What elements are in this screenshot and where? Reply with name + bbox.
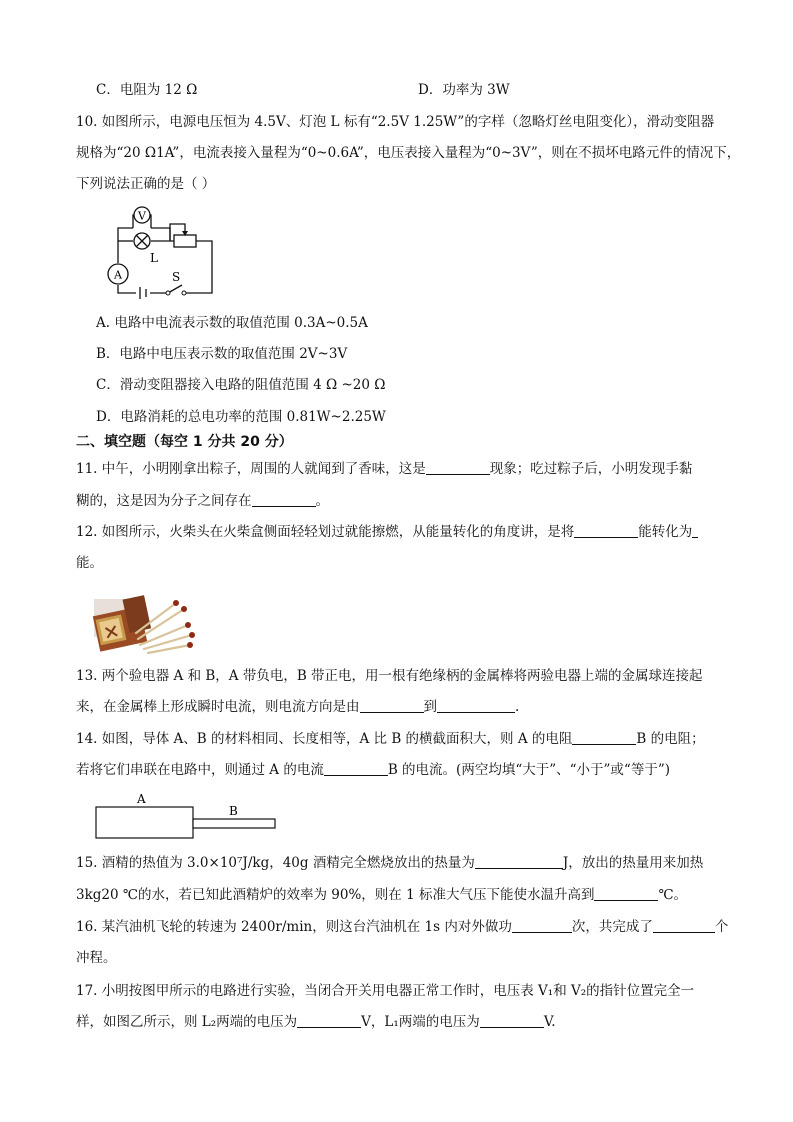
q10-option-a: A. 电路中电流表示数的取值范围 0.3A~0.5A xyxy=(96,315,368,331)
q11-blank-2[interactable] xyxy=(252,492,316,507)
q13-blank-2[interactable] xyxy=(437,698,515,713)
q16-blank-2[interactable] xyxy=(653,918,715,933)
conductor-diagram xyxy=(90,790,285,845)
q13-line2: 来，在金属棒上形成瞬时电流，则电流方向是由 到 . xyxy=(76,699,520,715)
q13-blank-1[interactable] xyxy=(360,698,424,713)
q10-option-c: C．滑动变阻器接入电路的阻值范围 4 Ω ~20 Ω xyxy=(96,377,386,393)
q17-blank-2[interactable] xyxy=(480,1013,544,1028)
q11-line2: 糊的，这是因为分子之间存在 。 xyxy=(76,493,329,509)
q13-line1: 13. 两个验电器 A 和 B，A 带负电，B 带正电，用一根有绝缘柄的金属棒将两验电器上端的金属球连接起 xyxy=(76,668,703,684)
q14-blank-1[interactable] xyxy=(572,730,636,745)
q17-blank-1[interactable] xyxy=(297,1013,361,1028)
q10-option-d: D．电路消耗的总电功率的范围 0.81W~2.25W xyxy=(96,409,386,425)
q16-blank-1[interactable] xyxy=(512,918,572,933)
q16-line2: 冲程。 xyxy=(76,950,117,966)
option-c-prev: C．电阻为 12 Ω xyxy=(96,82,198,98)
q15-line2: 3kg20 ℃的水，若已知此酒精炉的效率为 90%，则在 1 标准大气压下能使水温升高到 ℃。 xyxy=(76,887,688,903)
voltmeter-label: V xyxy=(138,209,146,223)
q12-blank-1[interactable] xyxy=(574,523,638,538)
q14-line1: 14. 如图，导体 A、B 的材料相同、长度相等，A 比 B 的横截面积大，则 A 的电阻 B 的电阻； xyxy=(76,731,705,747)
q12-blank-2[interactable] xyxy=(692,523,698,538)
switch-label: S xyxy=(172,270,181,284)
q10-line2: 规格为“20 Ω1A”，电流表接入量程为“0~0.6A”，电压表接入量程为“0~3V”，则在不损坏电路元件的情况下， xyxy=(76,145,741,161)
q17-line1: 17. 小明按图甲所示的电路进行实验，当闭合开关用电器正常工作时，电压表 V₁和 V₂的指针位置完全一 xyxy=(76,983,695,999)
lamp-label: L xyxy=(150,251,158,265)
q11-line1: 11. 中午，小明刚拿出粽子，周围的人就闻到了香味，这是 现象；吃过粽子后，小明发现手黏 xyxy=(76,461,693,477)
q10-line3: 下列说法正确的是（ ） xyxy=(76,176,216,192)
q16-line1: 16. 某汽油机飞轮的转速为 2400r/min，则这台汽油机在 1s 内对外做功 次，共完成了 个 xyxy=(76,919,729,935)
section-title: 二、填空题（每空 1 分共 20 分） xyxy=(76,434,293,450)
q10-line1: 10. 如图所示，电源电压恒为 4.5V、灯泡 L 标有“2.5V 1.25W”的字样（忽略灯丝电阻变化），滑动变阻器 xyxy=(76,114,715,130)
option-d-prev: D．功率为 3W xyxy=(418,82,510,98)
q12-line1: 12. 如图所示，火柴头在火柴盒侧面轻轻划过就能擦燃，从能量转化的角度讲，是将 能转化为 xyxy=(76,522,698,542)
q15-line1: 15. 酒精的热值为 3.0×10⁷J/kg，40g 酒精完全燃烧放出的热量为 J，放出的热量用来加热 xyxy=(76,855,704,871)
q14-blank-2[interactable] xyxy=(324,761,388,776)
q11-blank-1[interactable] xyxy=(426,460,490,475)
matchbox-image xyxy=(92,595,197,657)
q14-line2: 若将它们串联在电路中，则通过 A 的电流 B 的电流。(两空均填“大于”、“小于”或“等于”) xyxy=(76,762,670,778)
q15-blank-1[interactable] xyxy=(475,854,563,869)
conductor-a-label: A xyxy=(137,792,146,806)
ammeter-label: A xyxy=(114,268,122,282)
conductor-b-label: B xyxy=(229,804,238,818)
q15-blank-2[interactable] xyxy=(594,886,658,901)
circuit-diagram xyxy=(100,200,220,300)
q17-line2: 样，如图乙所示，则 L₂两端的电压为 V，L₁两端的电压为 V. xyxy=(76,1014,556,1030)
q10-option-b: B．电路中电压表示数的取值范围 2V~3V xyxy=(96,346,348,362)
q12-line2: 能。 xyxy=(76,555,103,571)
